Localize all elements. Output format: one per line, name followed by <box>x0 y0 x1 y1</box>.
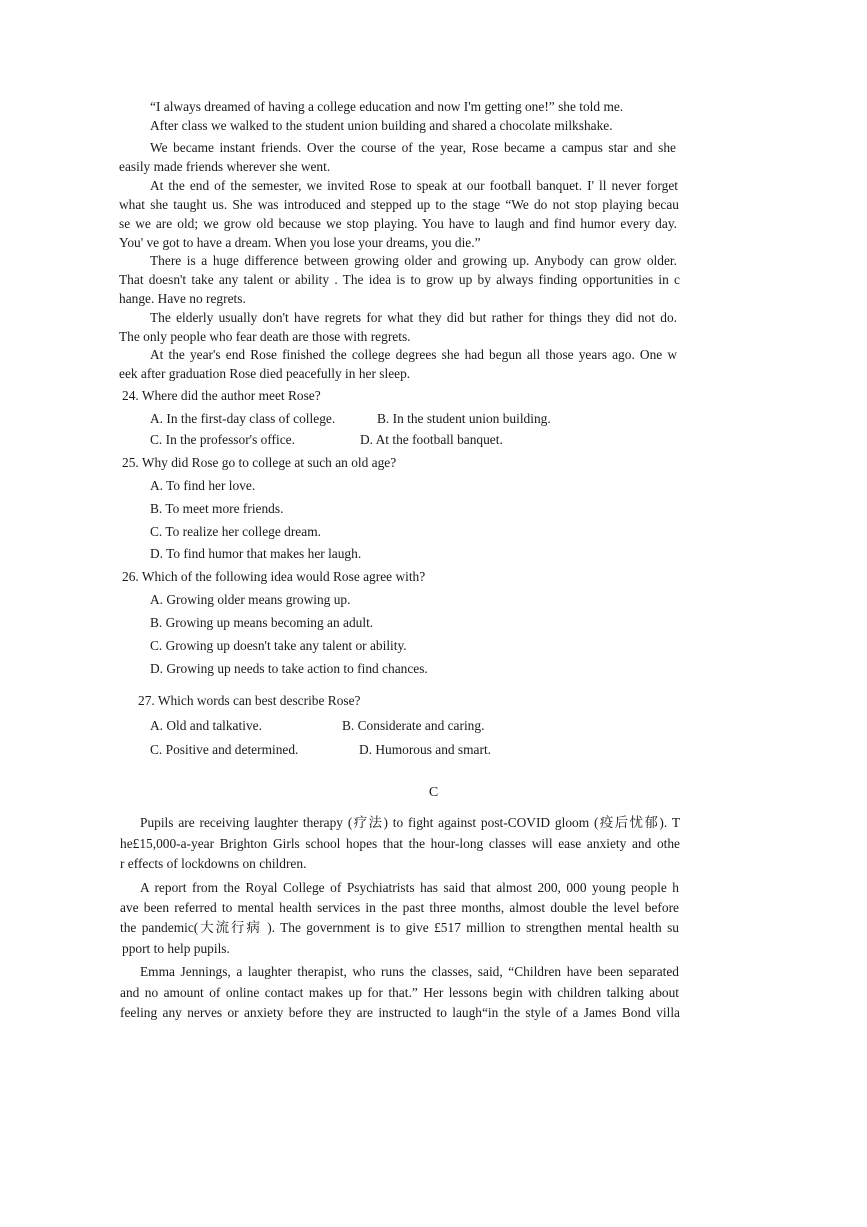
question-26-option-c: C. Growing up doesn't take any talent or ability. <box>150 638 407 653</box>
section-c-paragraph-2-line-1: A report from the Royal College of Psychiatrists has said that almost 200, 000 young people h <box>140 880 679 895</box>
question-26-option-b: B. Growing up means becoming an adult. <box>150 615 374 630</box>
section-c-paragraph-3-line-1: Emma Jennings, a laughter therapist, who runs the classes, said, “Children have been separated <box>140 964 679 979</box>
question-26-option-d: D. Growing up needs to take action to find chances. <box>150 661 428 676</box>
question-24-option-a: A. In the first-day class of college. <box>150 411 336 426</box>
passage-b-paragraph-2: After class we walked to the student union building and shared a chocolate milkshake. <box>150 118 613 133</box>
question-27-option-c: C. Positive and determined. <box>150 742 299 757</box>
question-24-stem: 24. Where did the author meet Rose? <box>122 388 321 403</box>
passage-b-paragraph-3-line-2: easily made friends wherever she went. <box>119 159 331 174</box>
question-24-option-d: D. At the football banquet. <box>360 432 503 447</box>
question-25-stem: 25. Why did Rose go to college at such an old age? <box>122 455 397 470</box>
passage-b-paragraph-3-line-1: We became instant friends. Over the course of the year, Rose became a campus star and she <box>150 140 676 155</box>
question-27-option-a: A. Old and talkative. <box>150 718 262 733</box>
passage-b-paragraph-6-line-1: The elderly usually don't have regrets for what they did but rather for things they did not do. <box>150 310 677 325</box>
passage-b-paragraph-4-line-4: You' ve got to have a dream. When you lose your dreams, you die.” <box>119 235 481 250</box>
section-c-paragraph-1-line-3: r effects of lockdowns on children. <box>120 856 307 871</box>
section-c-paragraph-2-line-4: pport to help pupils. <box>122 941 230 956</box>
question-25-option-a: A. To find her love. <box>150 478 256 493</box>
question-25-option-d: D. To find humor that makes her laugh. <box>150 546 362 561</box>
section-c-paragraph-1-line-1: Pupils are receiving laughter therapy (疗法) to fight against post-COVID gloom (疫后忧郁). T <box>140 815 680 830</box>
passage-b-paragraph-5-line-3: hange. Have no regrets. <box>119 291 246 306</box>
question-25-option-b: B. To meet more friends. <box>150 501 284 516</box>
question-27-stem: 27. Which words can best describe Rose? <box>138 693 361 708</box>
question-26-option-a: A. Growing older means growing up. <box>150 592 351 607</box>
section-c-heading: C <box>428 785 439 800</box>
passage-b-paragraph-5-line-1: There is a huge difference between growing older and growing up. Anybody can grow older. <box>150 253 677 268</box>
passage-b-paragraph-7-line-1: At the year's end Rose finished the college degrees she had begun all those years ago. One w <box>150 347 677 362</box>
passage-b-paragraph-6-line-2: The only people who fear death are those with regrets. <box>119 329 411 344</box>
section-c-paragraph-2-line-2: ave been referred to mental health services in the past three months, almost double the level before <box>120 900 679 915</box>
question-24-option-c: C. In the professor's office. <box>150 432 295 447</box>
section-c-paragraph-2-line-3: the pandemic(大流行病 ). The government is to give £517 million to strengthen mental health su <box>120 920 679 935</box>
question-25-option-c: C. To realize her college dream. <box>150 524 321 539</box>
passage-b-paragraph-4-line-1: At the end of the semester, we invited Rose to speak at our football banquet. I' ll never forget <box>150 178 678 193</box>
section-c-paragraph-3-line-3: feeling any nerves or anxiety before they are instructed to laugh“in the style of a James Bond villa <box>120 1005 680 1020</box>
passage-b-paragraph-4-line-3: se we are old; we grow old because we stop playing. You have to laugh and find humor every day. <box>119 216 677 231</box>
passage-b-paragraph-1: “I always dreamed of having a college education and now I'm getting one!” she told me. <box>150 99 624 114</box>
question-27-option-d: D. Humorous and smart. <box>359 742 492 757</box>
question-24-option-b: B. In the student union building. <box>377 411 551 426</box>
section-c-paragraph-1-line-2: he£15,000-a-year Brighton Girls school hopes that the hour-long classes will ease anxiety and othe <box>120 836 680 851</box>
question-27-option-b: B. Considerate and caring. <box>342 718 485 733</box>
passage-b-paragraph-7-line-2: eek after graduation Rose died peacefully in her sleep. <box>119 366 411 381</box>
question-26-stem: 26. Which of the following idea would Rose agree with? <box>122 569 426 584</box>
passage-b-paragraph-4-line-2: what she taught us. She was introduced and stepped up to the stage “We do not stop playing becau <box>119 197 679 212</box>
passage-b-paragraph-5-line-2: That doesn't take any talent or ability . The idea is to grow up by always finding opportunities in c <box>119 272 680 287</box>
section-c-paragraph-3-line-2: and no amount of online contact makes up for that.” Her lessons begin with children talking about <box>120 985 679 1000</box>
